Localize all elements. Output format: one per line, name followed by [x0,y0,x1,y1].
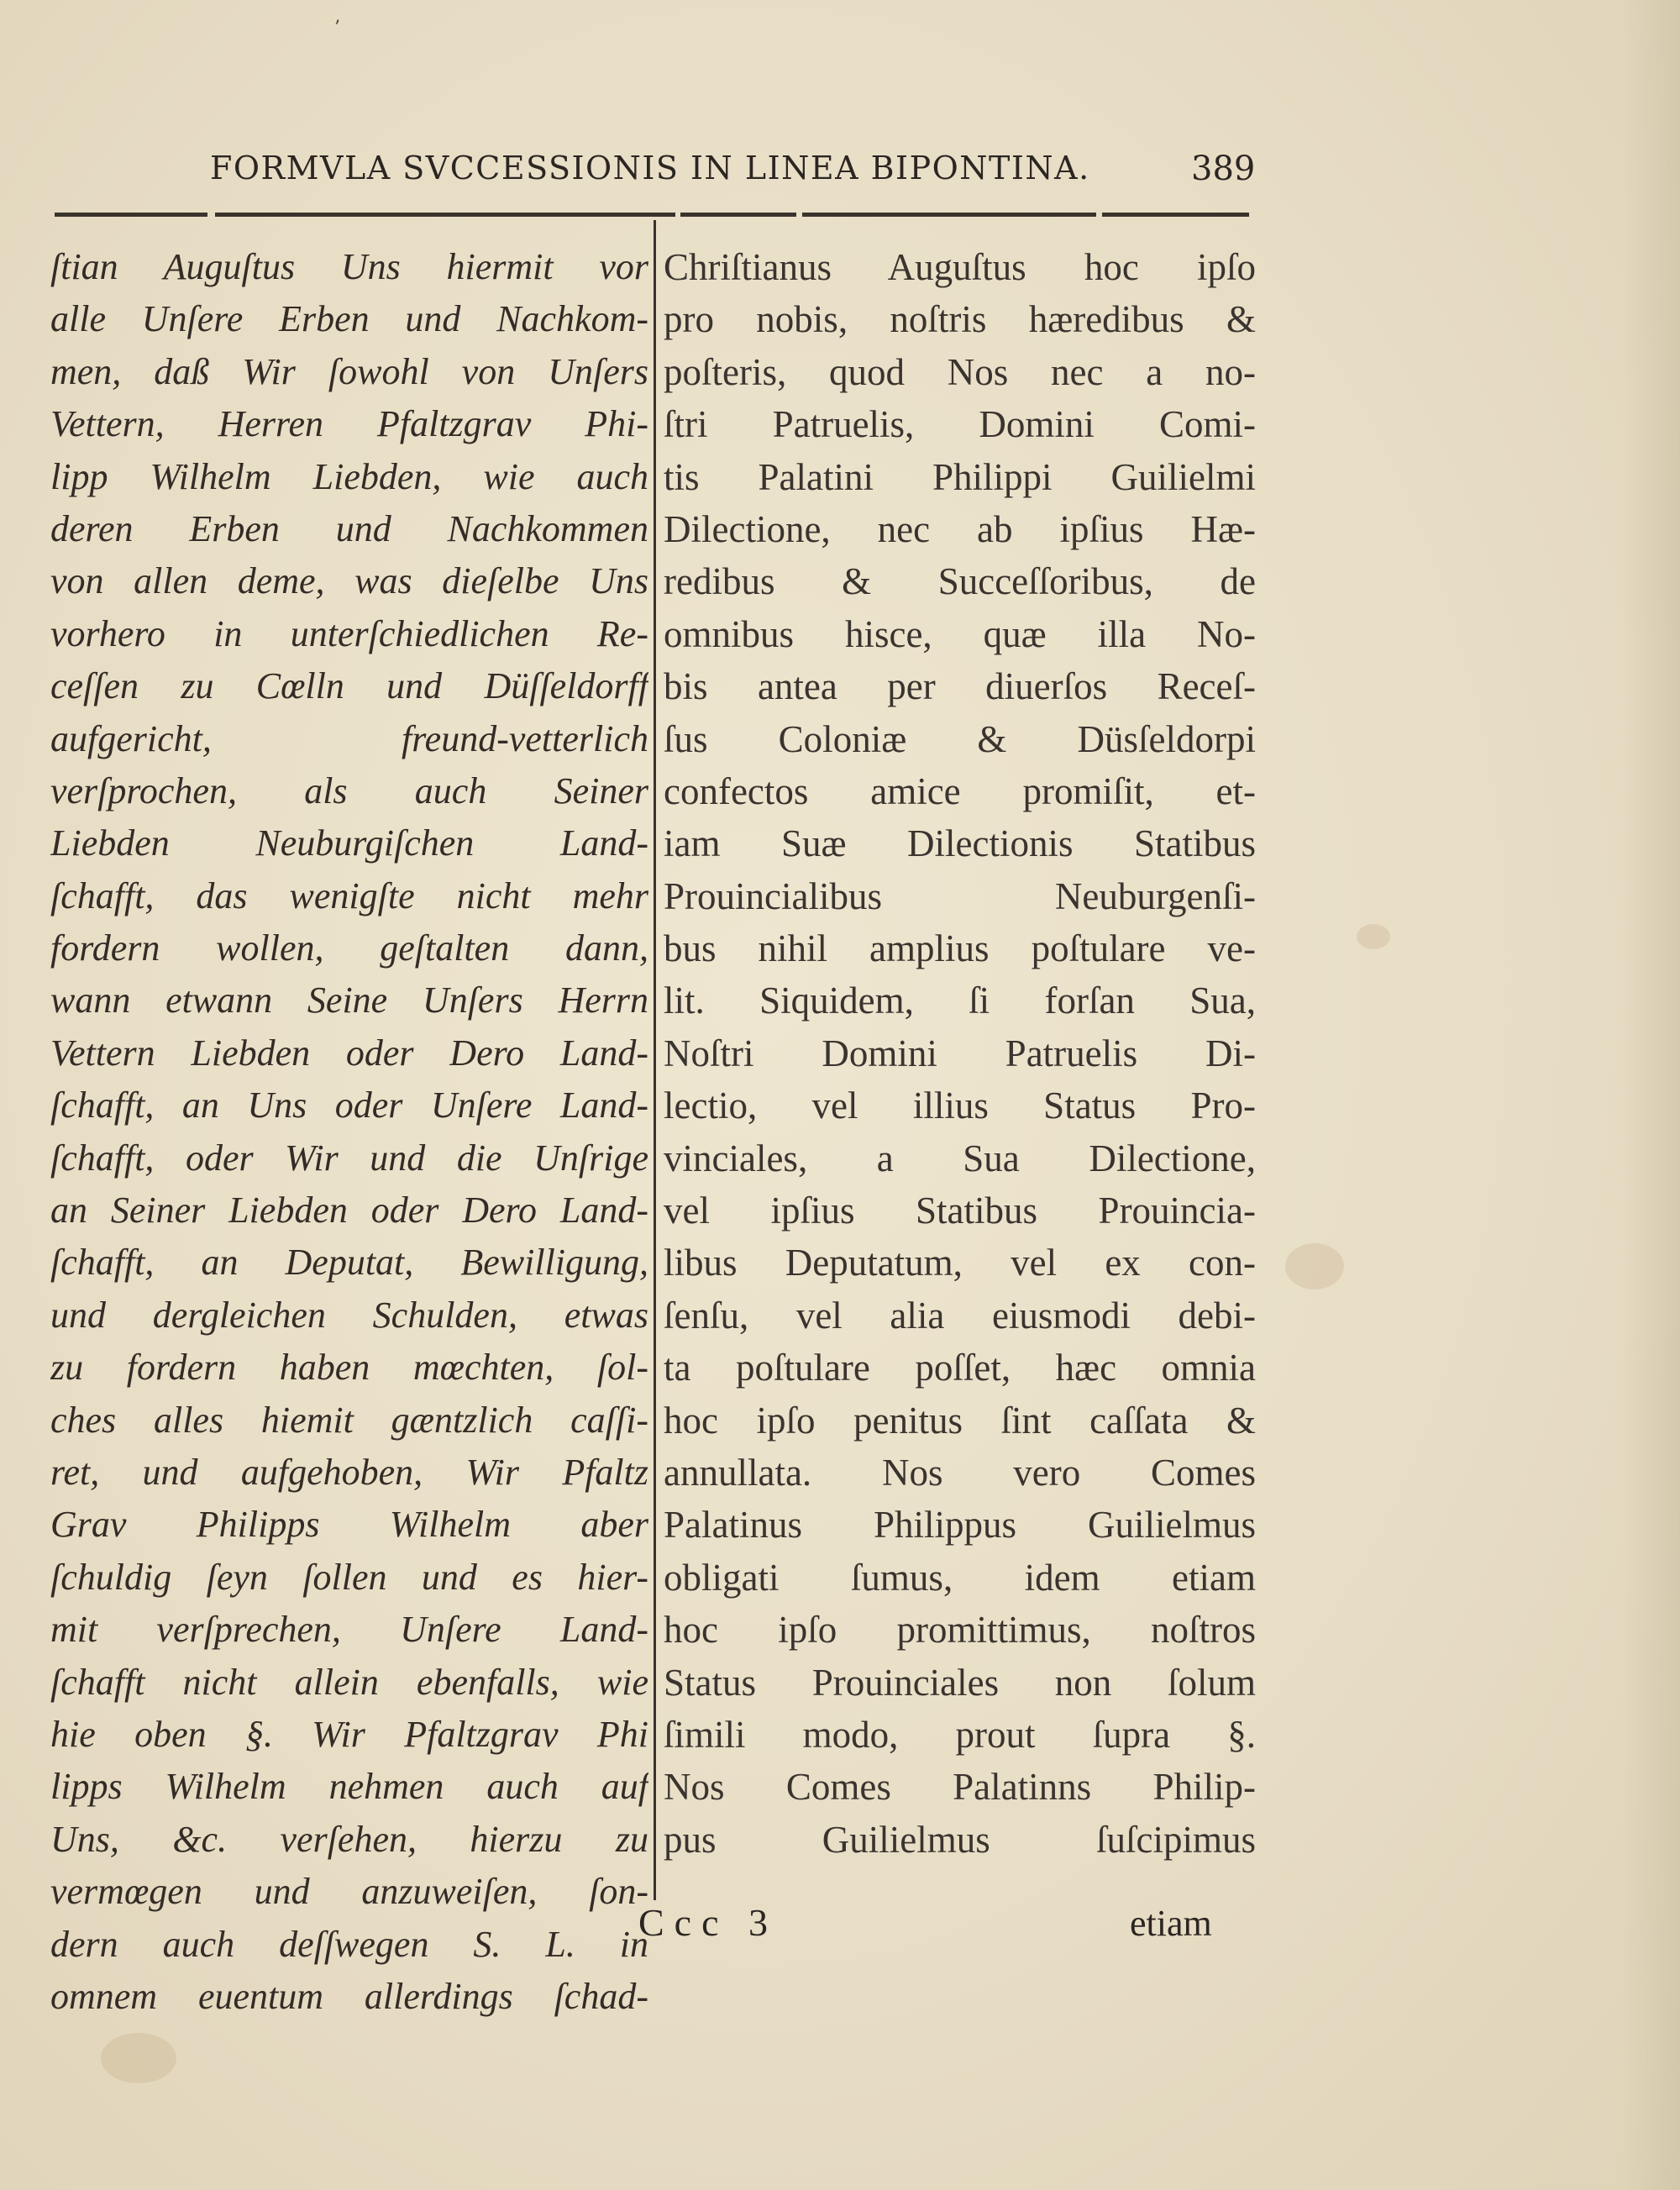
text-line: ſchafft nicht allein ebenfalls, wie [50,1661,648,1703]
text-line: ches alles hiemit gæntzlich caſſi- [50,1399,648,1441]
text-line: annullata. Nos vero Comes [664,1451,1256,1494]
text-line: hoc ipſo penitus ſint caſſata & [664,1399,1256,1442]
text-line: Status Prouinciales non ſolum [664,1661,1256,1704]
german-column [50,241,648,2023]
text-line: Palatinus Philippus Guilielmus [664,1504,1256,1547]
text-line: hoc ipſo promittimus, noſtros [664,1609,1256,1652]
text-line: bis antea per diuerſos Receſ- [664,665,1256,708]
text-line: Grav Philipps Wilhelm aber [50,1504,648,1546]
text-line: von allen deme, was dieſelbe Uns [50,560,648,602]
text-line: bus nihil amplius poſtulare ve- [664,927,1256,970]
text-line: dern auch deſſwegen S. L. in [50,1923,648,1965]
text-line: lectio, vel illius Status Pro- [664,1084,1256,1127]
header-rule [215,213,675,217]
text-line: ſchafft, das wenigſte nicht mehr [50,874,648,916]
header-rule [1102,213,1249,217]
paper-stain [101,2033,176,2083]
text-line: pus Guilielmus ſuſcipimus [664,1818,1256,1861]
header-rule [680,213,796,217]
text-line: vorhero in unterſchiedlichen Re- [50,612,648,654]
text-line: poſteris, quod Nos nec a no- [664,350,1256,393]
text-line: obligati ſumus, idem etiam [664,1556,1256,1599]
text-line: libus Deputatum, vel ex con- [664,1242,1256,1284]
text-line: hie oben §. Wir Pfaltzgrav Phi [50,1713,648,1755]
text-line: fordern wollen, geſtalten dann, [50,927,648,969]
text-line: zu fordern haben mœchten, ſol- [50,1347,648,1389]
text-line: alle Unſere Erben und Nachkom- [50,298,648,340]
text-line: ſtri Patruelis, Domini Comi- [664,403,1256,446]
latin-column [664,241,1256,1866]
column-divider [654,220,656,1900]
text-line: omnem euentum allerdings ſchad- [50,1975,648,2017]
text-line: vermœgen und anzuweiſen, ſon- [50,1871,648,1913]
paper-stain [1357,924,1390,949]
text-line: vel ipſius Statibus Prouincia- [664,1190,1256,1232]
header-rule [55,213,207,217]
text-line: Liebden Neuburgiſchen Land- [50,822,648,864]
text-line: ceſſen zu Cœlln und Düſſeldorff [50,665,648,707]
text-line: Nos Comes Palatinns Philip- [664,1766,1256,1809]
text-line: vinciales, a Sua Dilectione, [664,1137,1256,1179]
text-line: Dilectione, nec ab ipſius Hæ- [664,507,1256,550]
running-title: FORMVLA SVCCESSIONIS IN LINEA BIPONTINA. [210,150,1090,186]
text-line: Noſtri Domini Patruelis Di- [664,1032,1256,1074]
text-line: iam Suæ Dilectionis Statibus [664,822,1256,865]
catchword: etiam [1130,1903,1212,1944]
text-line: ſchafft, an Deputat, Bewilligung, [50,1242,648,1284]
text-line: aufgericht, freund-vetterlich [50,717,648,759]
text-line: ſenſu, vel alia eiusmodi debi- [664,1294,1256,1337]
text-line: tis Palatini Philippi Guilielmi [664,455,1256,498]
text-line: und dergleichen Schulden, etwas [50,1294,648,1336]
text-line: ſimili modo, prout ſupra §. [664,1713,1256,1756]
paper-stain [1285,1243,1344,1289]
text-line: Chriſtianus Auguſtus hoc ipſo [664,246,1256,288]
header-rule [802,213,1096,217]
text-line: lit. Siquidem, ſi forſan Sua, [664,979,1256,1022]
text-line: men, daß Wir ſowohl von Unſers [50,350,648,392]
text-line: ta poſtulare poſſet, hæc omnia [664,1347,1256,1389]
page-number: 389 [1191,150,1256,188]
text-line: mit verſprechen, Unſere Land- [50,1609,648,1651]
text-line: omnibus hisce, quæ illa No- [664,612,1256,655]
text-line: Vettern Liebden oder Dero Land- [50,1032,648,1074]
text-line: lipps Wilhelm nehmen auch auf [50,1766,648,1808]
text-line: Uns, &c. verſehen, hierzu zu [50,1818,648,1860]
text-line: ſchafft, an Uns oder Unſere Land- [50,1084,648,1127]
text-line: wann etwann Seine Unſers Herrn [50,979,648,1021]
text-line: ſtian Auguſtus Uns hiermit vor [50,246,648,287]
text-line: ſchuldig ſeyn ſollen und es hier- [50,1556,648,1598]
text-line: ret, und aufgehoben, Wir Pfaltz [50,1451,648,1493]
text-line: lipp Wilhelm Liebden, wie auch [50,455,648,497]
text-line: pro nobis, noſtris hæredibus & [664,298,1256,341]
text-line: redibus & Succeſſoribus, de [664,560,1256,603]
signature-mark: Ccc 3 [638,1901,779,1944]
text-line: Vettern, Herren Pfaltzgrav Phi- [50,403,648,445]
text-line: ſchafft, oder Wir und die Unſrige [50,1137,648,1179]
text-line: deren Erben und Nachkommen [50,507,648,549]
page-edge-shadow [1621,0,1680,2190]
text-line: Prouincialibus Neuburgenſi- [664,874,1256,917]
printer-mark: ’ [334,18,340,39]
text-line: confectos amice promiſit, et- [664,769,1256,812]
text-line: an Seiner Liebden oder Dero Land- [50,1190,648,1232]
text-line: verſprochen, als auch Seiner [50,769,648,811]
text-line: ſus Coloniæ & Düsſeldorpi [664,717,1256,760]
